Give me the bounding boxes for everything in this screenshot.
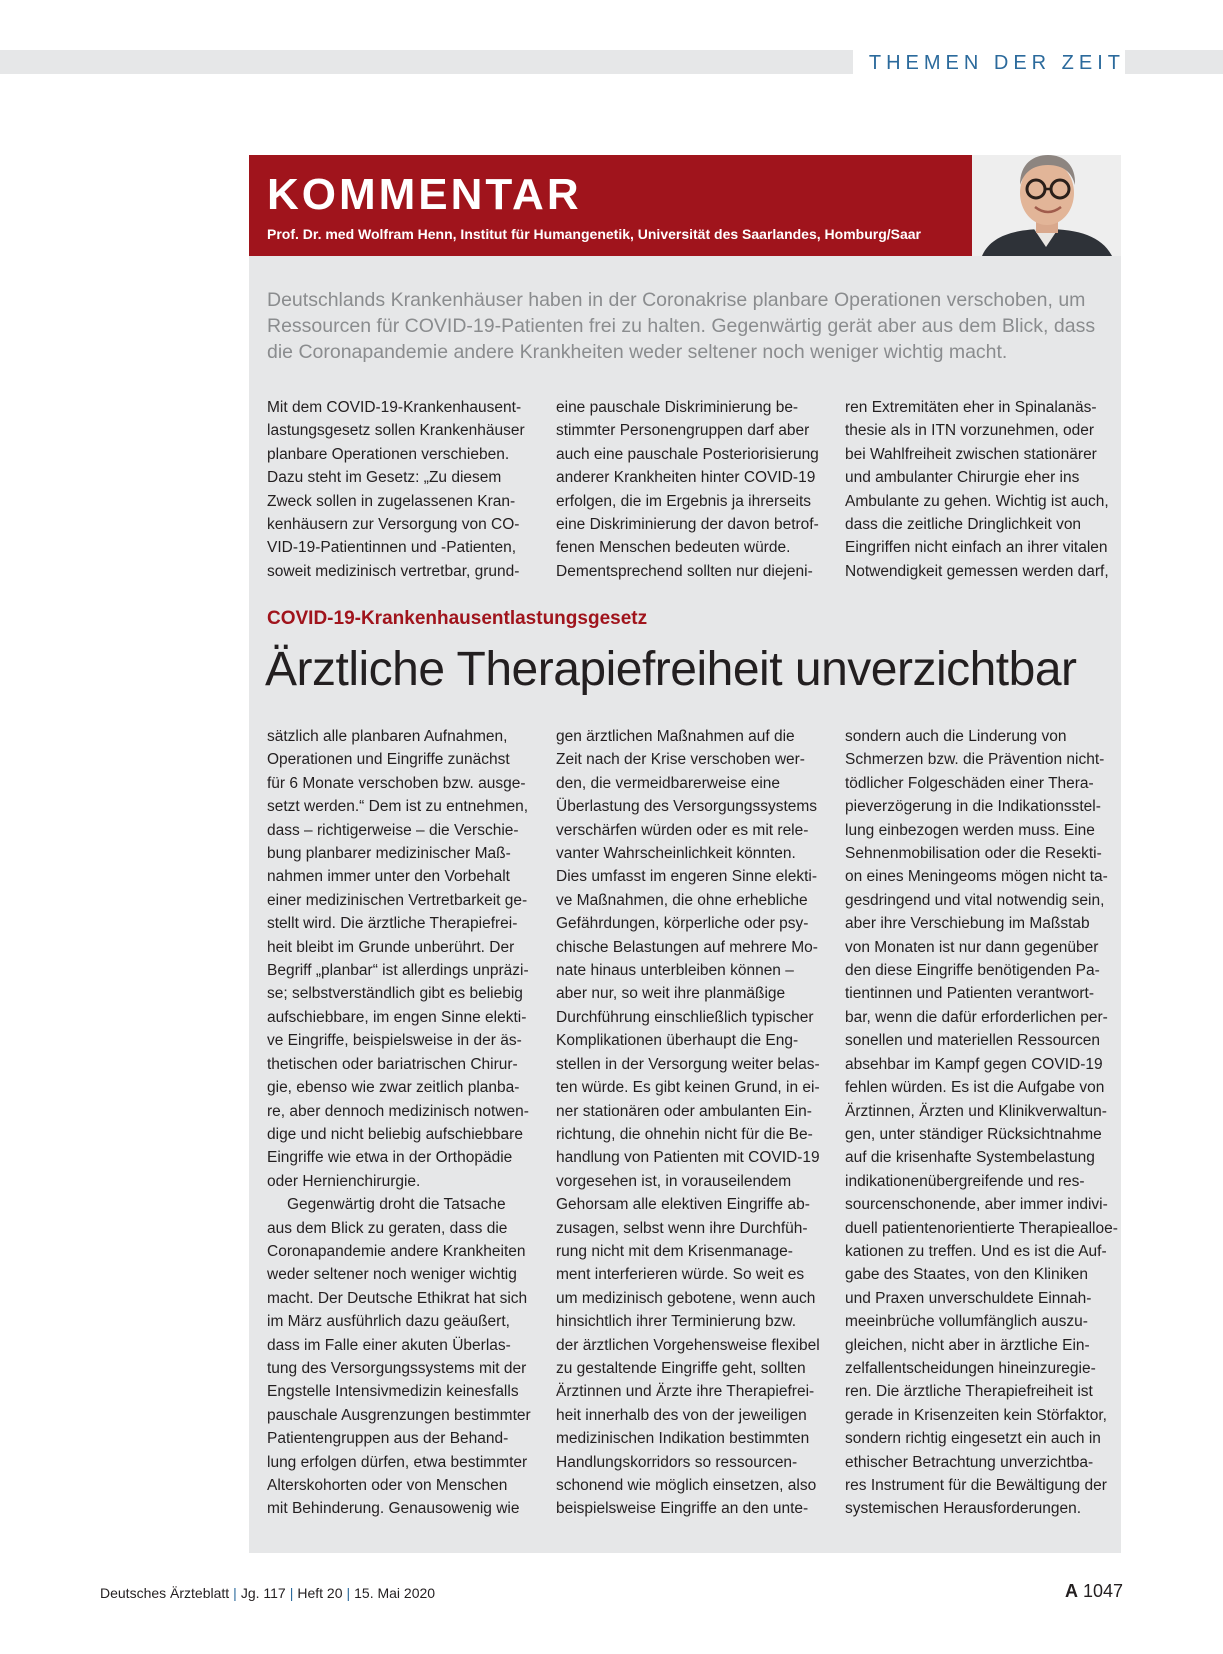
text-line: Eingriffen nicht einfach an ihrer vitalen bbox=[845, 539, 1108, 557]
text-line: weder seltener noch weniger wichtig bbox=[267, 1266, 517, 1284]
text-line: setzt werden.“ Dem ist zu entnehmen, bbox=[267, 798, 529, 816]
kommentar-header bbox=[249, 155, 972, 256]
text-line: lastungsgesetz sollen Krankenhäuser bbox=[267, 422, 525, 440]
text-line: Engstelle Intensivmedizin keinesfalls bbox=[267, 1383, 519, 1401]
text-line: dige und nicht beliebig aufschiebbare bbox=[267, 1125, 523, 1143]
text-line: aber ihre Verschiebung im Maßstab bbox=[845, 915, 1090, 933]
text-line: Dementsprechend sollten nur diejeni- bbox=[556, 562, 813, 580]
text-line: Dazu steht im Gesetz: „Zu diesem bbox=[267, 469, 502, 487]
text-line: bei Wahlfreiheit zwischen stationärer bbox=[845, 445, 1097, 463]
text-line: den diese Eingriffe benötigenden Pa- bbox=[845, 962, 1100, 980]
footer-separator: | bbox=[233, 1585, 237, 1601]
text-line: gesdringend und vital notwendig sein, bbox=[845, 891, 1105, 909]
text-line: hinsichtlich ihrer Terminierung bzw. bbox=[556, 1313, 797, 1331]
text-line: gie, ebenso wie zwar zeitlich planba- bbox=[267, 1079, 520, 1097]
text-line: den, die vermeidbarerweise eine bbox=[556, 774, 781, 792]
text-line: kationen zu treffen. Und es ist die Auf- bbox=[845, 1242, 1107, 1260]
text-line: Alterskohorten oder von Menschen bbox=[267, 1477, 508, 1494]
text-line: dass – richtigerweise – die Verschie- bbox=[267, 821, 519, 839]
text-line: nate hinaus unterbleiben können – bbox=[556, 962, 794, 980]
text-line: im März ausführlich dazu geäußert, bbox=[267, 1313, 510, 1331]
text-line: Gegenwärtig droht die Tatsache bbox=[287, 1196, 506, 1214]
text-line: um medizinisch gebotene, wenn auch bbox=[556, 1289, 816, 1307]
intro-column-2 bbox=[556, 396, 818, 583]
text-line: heit bleibt im Grunde unberührt. Der bbox=[267, 938, 515, 956]
text-line: duell patientenorientierte Therapiealloe- bbox=[845, 1219, 1118, 1237]
text-line: pauschale Ausgrenzungen bestimmter bbox=[267, 1406, 531, 1424]
text-line: Zeit nach der Krise verschoben wer- bbox=[556, 751, 805, 769]
text-line: der ärztlichen Vorgehensweise flexibel bbox=[556, 1336, 820, 1354]
body-column-3 bbox=[845, 725, 1118, 1521]
text-line: beispielsweise Eingriffe an den unte- bbox=[556, 1500, 809, 1518]
text-line: se; selbstverständlich gibt es beliebig bbox=[267, 985, 523, 1003]
text-line: und Praxen unverschuldete Einnah- bbox=[845, 1289, 1092, 1307]
text-line: ner stationären oder ambulanten Ein- bbox=[556, 1102, 812, 1120]
text-line: und ambulanter Chirurgie eher ins bbox=[845, 469, 1080, 487]
article-headline: Ärztliche Therapiefreiheit unverzichtbar bbox=[265, 643, 1077, 696]
text-line: sourcenschonende, aber immer indivi- bbox=[845, 1196, 1108, 1214]
text-line: aufschiebbare, im engen Sinne elekti- bbox=[267, 1008, 527, 1026]
intro-column-1 bbox=[267, 396, 529, 583]
text-line: Notwendigkeit gemessen werden darf, bbox=[845, 562, 1109, 580]
text-line: handlung von Patienten mit COVID-19 bbox=[556, 1149, 820, 1167]
text-line: Durchführung einschließlich typischer bbox=[556, 1008, 814, 1026]
text-line: sondern richtig eingesetzt ein auch in bbox=[845, 1430, 1101, 1448]
text-line: ethischer Betrachtung unverzichtba- bbox=[845, 1453, 1094, 1471]
text-line: sonellen und materiellen Ressourcen bbox=[845, 1032, 1101, 1050]
text-line: stellen in der Versorgung weiter belas- bbox=[556, 1055, 820, 1073]
text-line: auch eine pauschale Posteriorisierung bbox=[556, 445, 819, 463]
text-line: bung planbarer medizinischer Maß- bbox=[267, 845, 511, 863]
text-line: res Instrument für die Bewältigung der bbox=[845, 1477, 1107, 1494]
text-line: Coronapandemie andere Krankheiten bbox=[267, 1242, 526, 1260]
text-line: gabe des Staates, von den Kliniken bbox=[845, 1266, 1089, 1284]
body-columns bbox=[267, 725, 1118, 1521]
author-line: Prof. Dr. med Wolfram Henn, Institut für Humangenetik, Universität des Saarlandes, Homburg/Saar bbox=[267, 226, 921, 242]
text-line: systemischen Herausforderungen. bbox=[845, 1500, 1082, 1518]
text-line: aber nur, so weit ihre planmäßige bbox=[556, 985, 786, 1003]
author-portrait-image bbox=[972, 155, 1121, 256]
text-line: lung erfolgen dürfen, etwa bestimmter bbox=[267, 1453, 528, 1471]
text-line: gleichen, nicht aber in ärztliche Ein- bbox=[845, 1336, 1090, 1354]
text-line: nahmen immer unter den Vorbehalt bbox=[267, 868, 510, 886]
text-line: ve Maßnahmen, die ohne erhebliche bbox=[556, 891, 808, 909]
text-line: fehlen würden. Es ist die Aufgabe von bbox=[845, 1079, 1105, 1097]
text-line: bar, wenn die dafür erforderlichen per- bbox=[845, 1008, 1108, 1026]
text-line: Sehnenmobilisation oder die Resekti- bbox=[845, 845, 1102, 863]
text-line: Ärztinnen und Ärzte ihre Therapiefrei- bbox=[556, 1383, 815, 1401]
text-line: Gefährdungen, körperliche oder psy- bbox=[556, 915, 809, 933]
text-line: stimmter Personengruppen darf aber bbox=[556, 422, 810, 440]
text-line: schonend wie möglich einsetzen, also bbox=[556, 1477, 817, 1494]
text-line: gen ärztlichen Maßnahmen auf die bbox=[556, 728, 795, 745]
text-line: Überlastung des Versorgungssystems bbox=[556, 798, 818, 816]
body-column-2 bbox=[556, 725, 818, 1521]
text-line: ment interferieren würde. So weit es bbox=[556, 1266, 805, 1284]
journal-name: Deutsches Ärzteblatt bbox=[100, 1585, 230, 1601]
text-line: on eines Meningeoms mögen nicht ta- bbox=[845, 868, 1108, 886]
text-line: richtung, die ohnehin nicht für die Be- bbox=[556, 1125, 813, 1143]
page-prefix: A bbox=[1064, 1581, 1078, 1601]
article-kicker: COVID-19-Krankenhausentlastungsgesetz bbox=[267, 608, 648, 629]
text-line: oder Hernienchirurgie. bbox=[267, 1172, 421, 1190]
text-line: ren Extremitäten eher in Spinalanäs- bbox=[845, 399, 1097, 416]
text-line: ve Eingriffe, beispielsweise in der äs- bbox=[267, 1032, 522, 1050]
text-line: Ärztinnen, Ärzten und Klinikverwaltun- bbox=[845, 1102, 1107, 1120]
text-line: verschärfen würden oder es mit rele- bbox=[556, 821, 809, 839]
text-line: auf die krisenhafte Systembelastung bbox=[845, 1149, 1095, 1167]
text-line: absehbar im Kampf gegen COVID-19 bbox=[845, 1055, 1103, 1073]
text-line: vorgesehen ist, in vorauseilendem bbox=[556, 1172, 792, 1190]
body-column-1 bbox=[267, 725, 529, 1521]
text-line: Operationen und Eingriffe zunächst bbox=[267, 751, 510, 769]
text-line: tientinnen und Patienten verantwort- bbox=[845, 985, 1095, 1003]
page-number-value: 1047 bbox=[1082, 1581, 1123, 1601]
text-line: tung des Versorgungssystems mit der bbox=[267, 1359, 527, 1377]
text-line: dass im Falle einer akuten Überlas- bbox=[267, 1336, 511, 1354]
text-line: Handlungskorridors so ressourcen- bbox=[556, 1453, 798, 1471]
text-line: stellt wird. Die ärztliche Therapiefrei- bbox=[267, 915, 518, 933]
page-number bbox=[1065, 1581, 1123, 1602]
text-line: eine Diskriminierung der davon betrof- bbox=[556, 516, 819, 534]
text-line: gerade in Krisenzeiten kein Störfaktor, bbox=[845, 1406, 1107, 1424]
section-label: THEMEN DER ZEIT bbox=[853, 50, 1125, 74]
footer-separator: | bbox=[346, 1585, 351, 1601]
text-line: VID-19-Patientinnen und -Patienten, bbox=[267, 539, 517, 557]
text-line: medizinischen Indikation bestimmten bbox=[556, 1430, 810, 1448]
text-line: indikationenübergreifende und res- bbox=[845, 1172, 1085, 1190]
text-line: rung nicht mit dem Krisenmanage- bbox=[556, 1242, 793, 1260]
text-line: pieverzögerung in die Indikationsstel- bbox=[845, 798, 1101, 816]
text-line: kenhäusern zur Versorgung von CO- bbox=[267, 516, 520, 534]
text-line: Dies umfasst im engeren Sinne elekti- bbox=[556, 868, 818, 886]
journal-issue: Heft 20 bbox=[297, 1585, 343, 1601]
text-line: Schmerzen bzw. die Prävention nicht- bbox=[845, 751, 1105, 769]
text-line: Eingriffe wie etwa in der Orthopädie bbox=[267, 1149, 513, 1167]
text-line: meeinbrüche vollumfänglich auszu- bbox=[845, 1313, 1088, 1331]
text-line: macht. Der Deutsche Ethikrat hat sich bbox=[267, 1289, 528, 1307]
text-line: Patientengruppen aus der Behand- bbox=[267, 1430, 509, 1448]
text-line: Ambulante zu gehen. Wichtig ist auch, bbox=[845, 492, 1109, 510]
text-line: Zweck sollen in zugelassenen Kran- bbox=[267, 492, 516, 510]
text-line: fenen Menschen bedeuten würde. bbox=[556, 539, 791, 557]
text-line: soweit medizinisch vertretbar, grund- bbox=[267, 562, 520, 580]
text-line: zelfallentscheidungen hineinzuregie- bbox=[845, 1359, 1096, 1377]
intro-columns bbox=[267, 396, 1107, 583]
intro-column-3 bbox=[845, 396, 1107, 583]
text-line: von Monaten ist nur dann gegenüber bbox=[845, 938, 1099, 956]
text-line: Mit dem COVID-19-Krankenhausent- bbox=[267, 399, 522, 416]
journal-date: 15. Mai 2020 bbox=[354, 1585, 436, 1601]
footer-separator: | bbox=[289, 1585, 294, 1601]
text-line: gen, unter ständiger Rücksichtnahme bbox=[845, 1125, 1102, 1143]
text-line: Begriff „planbar“ ist allerdings unpräzi- bbox=[267, 962, 529, 980]
text-line: thesie als in ITN vorzunehmen, oder bbox=[845, 422, 1094, 440]
text-line: ren. Die ärztliche Therapiefreiheit ist bbox=[845, 1383, 1093, 1401]
text-line: vanter Wahrscheinlichkeit könnten. bbox=[556, 845, 796, 863]
text-line: aus dem Blick zu geraten, dass die bbox=[267, 1219, 508, 1237]
text-line: anderer Krankheiten hinter COVID-19 bbox=[556, 469, 816, 487]
text-line: lung einbezogen werden muss. Eine bbox=[845, 821, 1095, 839]
text-line: ten würde. Es gibt keinen Grund, in ei- bbox=[556, 1079, 820, 1097]
text-line: heit innerhalb des von der jeweiligen bbox=[556, 1406, 807, 1424]
text-line: zu gestaltende Eingriffe geht, sollten bbox=[556, 1359, 806, 1377]
text-line: einer medizinischen Vertretbarkeit ge- bbox=[267, 891, 528, 909]
text-line: mit Behinderung. Genausowenig wie bbox=[267, 1500, 520, 1518]
text-line: chische Belastungen auf mehrere Mo- bbox=[556, 938, 818, 956]
text-line: planbare Operationen verschieben. bbox=[267, 445, 510, 463]
text-line: eine pauschale Diskriminierung be- bbox=[556, 399, 799, 416]
text-line: zusagen, selbst wenn ihre Durchfüh- bbox=[556, 1219, 808, 1237]
footer-citation bbox=[100, 1585, 435, 1601]
text-line: dass die zeitliche Dringlichkeit von bbox=[845, 516, 1082, 534]
text-line: re, aber dennoch medizinisch notwen- bbox=[267, 1102, 529, 1120]
author-portrait bbox=[972, 155, 1121, 256]
text-line: Komplikationen überhaupt die Eng- bbox=[556, 1032, 799, 1050]
kommentar-label: KOMMENTAR bbox=[267, 170, 582, 219]
text-line: tödlicher Folgeschäden einer Thera- bbox=[845, 774, 1094, 792]
text-line: erfolgen, die im Ergebnis ja ihrerseits bbox=[556, 492, 812, 510]
text-line: sondern auch die Linderung von bbox=[845, 728, 1067, 745]
text-line: sätzlich alle planbaren Aufnahmen, bbox=[267, 728, 508, 745]
text-line: Gehorsam alle elektiven Eingriffe ab- bbox=[556, 1196, 810, 1214]
journal-volume: Jg. 117 bbox=[240, 1585, 286, 1601]
text-line: für 6 Monate verschoben bzw. ausge- bbox=[267, 774, 526, 792]
lead-paragraph: Deutschlands Krankenhäuser haben in der Coronakrise planbare Operationen verschoben, um Ressourcen für COVID-19-Patienten frei zu halten. Gegenwärtig gerät aber aus dem Blick, dass die Coronapandemie andere Krankheiten weder seltener noch weniger wichtig macht. bbox=[267, 289, 1096, 363]
text-line: thetischen oder bariatrischen Chirur- bbox=[267, 1055, 518, 1073]
